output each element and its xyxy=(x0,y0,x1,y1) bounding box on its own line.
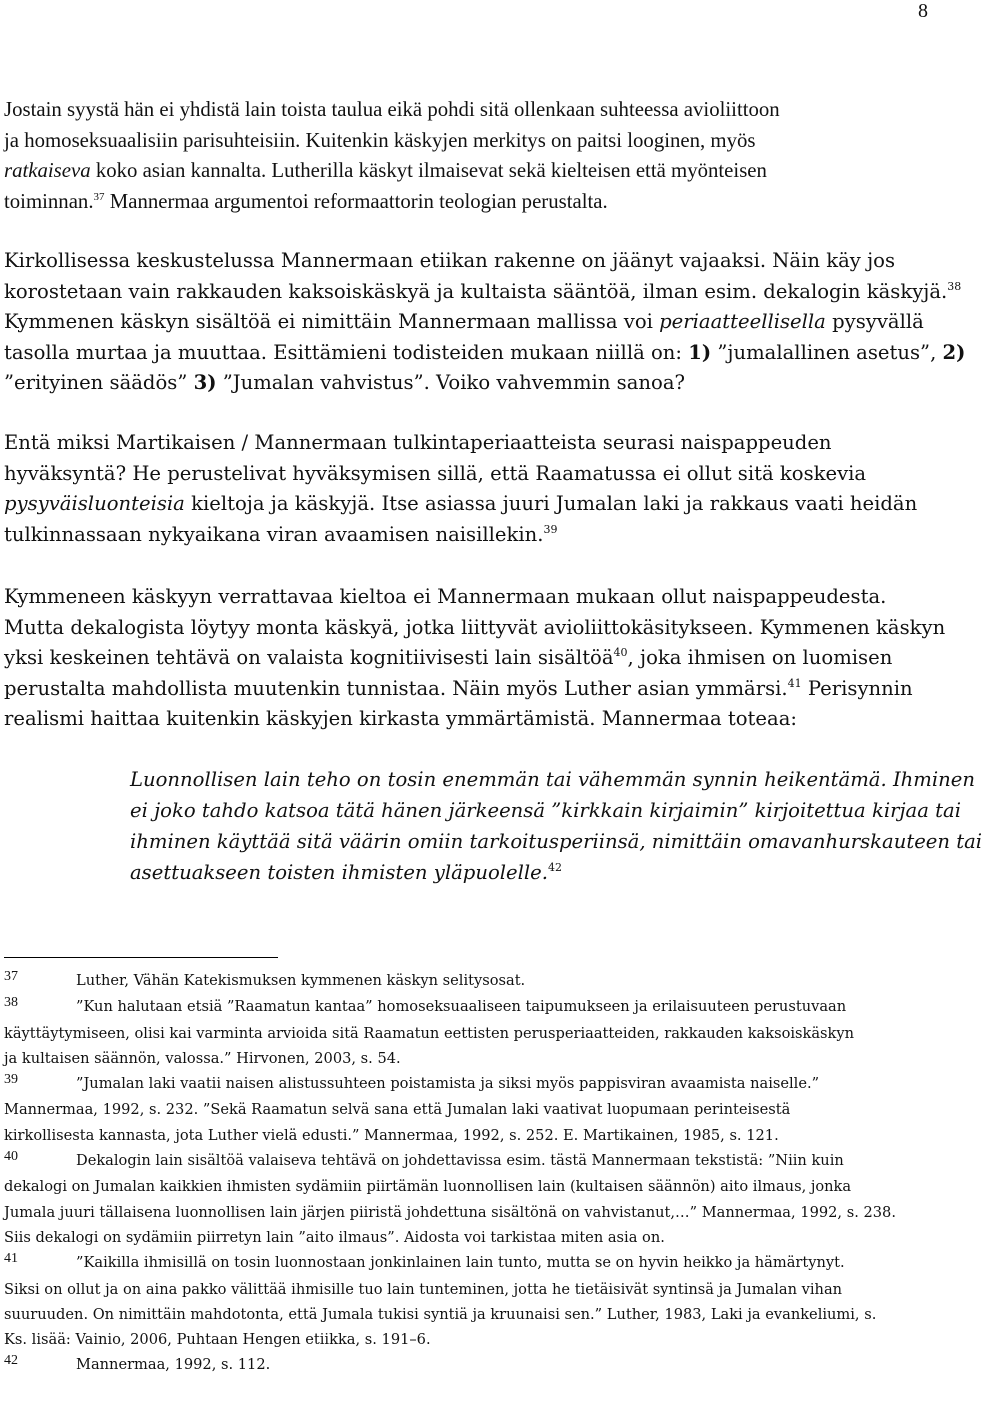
text-run: asettuakseen toisten ihmisten yläpuolelle. xyxy=(130,861,548,884)
paragraph-4 xyxy=(4,582,956,735)
footnote-text: Mannermaa, 1992, s. 112. xyxy=(76,1356,271,1374)
text-line xyxy=(4,307,956,338)
text-line xyxy=(4,368,956,399)
footnote-41 xyxy=(4,1250,956,1352)
text-run: kieltoja ja käskyjä. Itse asiassa juuri Jumalan laki ja rakkaus vaati heidän xyxy=(184,492,918,515)
footnote-line xyxy=(4,994,956,1020)
text-line xyxy=(4,277,962,308)
paragraph-2 xyxy=(4,246,966,399)
footnote-line xyxy=(4,1352,956,1378)
page-number: 8 xyxy=(918,0,928,22)
footnote-ref-38[interactable]: 38 xyxy=(947,279,962,293)
text-run: ”erityinen säädös” xyxy=(4,371,194,394)
footnote-line: suuruuden. On nimittäin mahdotonta, että Jumala tukisi syntiä ja kruunaisi sen.” Luther, 1983, Laki ja evankeliumi, s. xyxy=(4,1305,877,1323)
emphasis: pysyväisluonteisia xyxy=(4,492,185,515)
footnote-42 xyxy=(4,1352,956,1378)
footnote-ref-37[interactable]: 37 xyxy=(93,190,105,203)
text-line: Kirkollisessa keskustelussa Mannermaan etiikan rakenne on jäänyt vajaaksi. Näin käy jos xyxy=(4,249,896,272)
footnote-38 xyxy=(4,994,956,1071)
text-line xyxy=(4,520,956,551)
text-run: toiminnan. xyxy=(4,189,94,213)
text-line xyxy=(4,674,956,705)
footnote-line: kirkollisesta kannasta, jota Luther vielä edusti.” Mannermaa, 1992, s. 252. E. Martikainen, 1985, s. 121. xyxy=(4,1126,779,1144)
text-run: , joka ihmisen on luomisen xyxy=(627,646,893,669)
footnote-line: käyttäytymiseen, olisi kai varminta arvioida sitä Raamatun eettisten perusperiaatteiden, rakkauden kaksoiskäskyn xyxy=(4,1024,855,1042)
text-line: Kymmeneen käskyyn verrattavaa kieltoa ei Mannermaan mukaan ollut naispappeudesta. xyxy=(4,585,887,608)
footnote-number: 42 xyxy=(4,1353,18,1369)
footnote-line: Siksi on ollut ja on aina pakko välittää ihmisille tuo lain tunteminen, jotta he tietäisivät syntinsä ja Jumalan vihan xyxy=(4,1280,843,1298)
footnote-ref-40[interactable]: 40 xyxy=(613,646,628,659)
footnote-line: Siis dekalogi on sydämiin piirretyn lain ”aito ilmaus”. Aidosta voi tarkistaa miten asia on. xyxy=(4,1228,665,1246)
footnote-text: ”Jumalan laki vaatii naisen alistussuhteen poistamista ja siksi myös pappisviran avaamista naiselle.” xyxy=(76,1075,820,1093)
emphasis: ratkaiseva xyxy=(4,159,91,182)
footnote-line: Mannermaa, 1992, s. 232. ”Sekä Raamatun selvä sana että Jumalan laki vaativat luopumaan perinteisestä xyxy=(4,1101,791,1119)
text-run: korostetaan vain rakkauden kaksoiskäskyä ja kultaista sääntöä, ilman esim. dekalogin käskyjä. xyxy=(4,279,948,303)
footnote-number: 39 xyxy=(4,1072,18,1088)
text-run: perustalta mahdollista muutenkin tunnistaa. Näin myös Luther asian ymmärsi. xyxy=(4,676,788,700)
text-line xyxy=(4,643,956,674)
text-line xyxy=(4,489,956,520)
text-run: pysyvällä xyxy=(825,310,924,333)
footnote-text: ”Kaikilla ihmisillä on tosin luonnostaan jonkinlainen lain tunto, mutta se on hyvin heikko ja hämärtynyt. xyxy=(76,1254,845,1272)
footnote-37 xyxy=(4,968,956,994)
footnote-line: Jumala juuri tällaisena luonnollisen lain järjen piiristä johdettuna sisältönä on vahvistanut,…” Mannermaa, 1992, s. 238. xyxy=(4,1203,896,1221)
footnote-ref-42[interactable]: 42 xyxy=(547,861,562,874)
list-number: 1) xyxy=(688,340,712,364)
emphasis: periaatteellisella xyxy=(659,310,826,333)
footnote-40 xyxy=(4,1148,956,1250)
footnote-number: 38 xyxy=(4,995,18,1011)
text-run: ”Jumalan vahvistus”. Voiko vahvemmin sanoa? xyxy=(216,371,686,394)
text-run: Mannermaa argumentoi reformaattorin teologian perustalta. xyxy=(104,189,608,213)
text-run: Perisynnin xyxy=(801,676,913,700)
footnote-line: Ks. lisää: Vainio, 2006, Puhtaan Hengen etiikka, s. 191–6. xyxy=(4,1331,431,1349)
footnote-text: ”Kun halutaan etsiä ”Raamatun kantaa” homoseksuaaliseen taipumukseen ja erilaisuuteen perustuvaan xyxy=(76,998,847,1016)
text-line: Mutta dekalogista löytyy monta käskyä, jotka liittyvät avioliittokäsitykseen. Kymmenen käskyn xyxy=(4,615,946,639)
footnote-ref-41[interactable]: 41 xyxy=(787,676,802,690)
text-line: realismi haittaa kuitenkin käskyjen kirkasta ymmärtämistä. Mannermaa toteaa: xyxy=(4,707,797,730)
footnote-divider xyxy=(4,957,278,958)
text-run: koko asian kannalta. Lutherilla käskyt ilmaisevat sekä kielteisen että myönteisen xyxy=(90,159,767,182)
footnote-line xyxy=(4,1148,956,1174)
footnote-line: dekalogi on Jumalan kaikkien ihmisten sydämiin piirtämän luonnollisen lain (kultaisen säännön) aito ilmaus, jonka xyxy=(4,1178,852,1196)
paragraph-1 xyxy=(4,95,956,217)
block-quote xyxy=(130,764,982,888)
text-line xyxy=(4,187,956,218)
text-line xyxy=(4,338,966,369)
footnote-number: 40 xyxy=(4,1149,18,1165)
text-run: ”jumalallinen asetus”, xyxy=(711,340,943,364)
text-line: ja homoseksuaalisiin parisuhteisiin. Kuitenkin käskyjen merkitys on paitsi looginen, myös xyxy=(4,128,756,152)
footnote-ref-39[interactable]: 39 xyxy=(543,522,558,536)
text-line xyxy=(4,156,956,187)
quote-line: ihminen käyttää sitä väärin omiin tarkoitusperiinsä, nimittäin omavanhurskauteen tai xyxy=(130,830,982,853)
text-run: tulkinnassaan nykyaikana viran avaamisen naisillekin. xyxy=(4,522,544,546)
footnote-number: 41 xyxy=(4,1251,18,1267)
footnote-line xyxy=(4,968,956,994)
text-run: yksi keskeinen tehtävä on valaista kognitiivisesti lain sisältöä xyxy=(4,646,614,669)
quote-line xyxy=(130,857,982,888)
footnotes xyxy=(4,968,956,1379)
footnote-line: ja kultaisen säännön, valossa.” Hirvonen, 2003, s. 54. xyxy=(4,1049,401,1067)
list-number: 3) xyxy=(193,371,217,394)
footnote-line xyxy=(4,1250,956,1276)
footnote-text: Dekalogin lain sisältöä valaiseva tehtävä on johdettavissa esim. tästä Mannermaan tekstistä: ”Niin kuin xyxy=(76,1152,844,1170)
list-number: 2) xyxy=(942,340,966,364)
text-run: tasolla murtaa ja muuttaa. Esittämieni todisteiden mukaan niillä on: xyxy=(4,340,689,364)
text-run: Kymmenen käskyn sisältöä ei nimittäin Mannermaan mallissa voi xyxy=(4,310,660,333)
paragraph-3 xyxy=(4,428,956,550)
quote-line: Luonnollisen lain teho on tosin enemmän tai vähemmän synnin heikentämä. Ihminen xyxy=(130,768,975,791)
text-line: Jostain syystä hän ei yhdistä lain toista taulua eikä pohdi sitä ollenkaan suhteessa avioliittoon xyxy=(4,98,780,121)
quote-line: ei joko tahdo katsoa tätä hänen järkeensä ”kirkkain kirjaimin” kirjoitettua kirjaa tai xyxy=(130,799,961,822)
text-line: hyväksyntä? He perustelivat hyväksymisen sillä, että Raamatussa ei ollut sitä koskevia xyxy=(4,461,867,485)
footnote-39 xyxy=(4,1071,956,1148)
footnote-line xyxy=(4,1071,956,1097)
text-line: Entä miksi Martikaisen / Mannermaan tulkintaperiaatteista seurasi naispappeuden xyxy=(4,431,832,454)
footnote-text: Luther, Vähän Katekismuksen kymmenen käskyn selitysosat. xyxy=(76,972,526,989)
footnote-number: 37 xyxy=(4,969,18,984)
